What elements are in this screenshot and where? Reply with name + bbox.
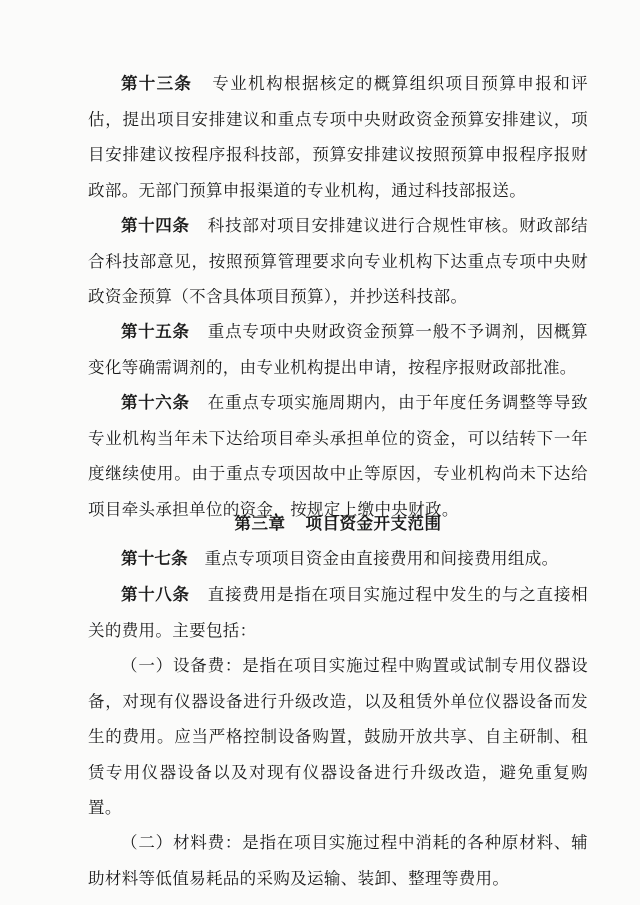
article-18 xyxy=(88,577,588,648)
article-18-text: 直接费用是指在项目实施过程中发生的与之直接相关的费用。主要包括： xyxy=(88,585,588,640)
article-15-number: 第十五条 xyxy=(121,322,190,341)
article-14-text: 科技部对项目安排建议进行合规性审核。财政部结合科技部意见，按照预算管理要求向专业机构下达重点专项中央财政资金预算（不含具体项目预算），并抄送科技部。 xyxy=(88,216,588,306)
article-16-number: 第十六条 xyxy=(121,393,190,412)
item-equipment-fee: （一）设备费：是指在项目实施过程中购置或试制专用仪器设备，对现有仪器设备进行升级改造，以及租赁外单位仪器设备而发生的费用。应当严格控制设备购置，鼓励开放共享、自主研制、租赁专用仪器设备以及对现有仪器设备进行升级改造，避免重复购置。 xyxy=(88,656,588,817)
article-13-text: 专业机构根据核定的概算组织项目预算申报和评估，提出项目安排建议和重点专项中央财政资金预算安排建议，项目安排建议按程序报科技部，预算安排建议按照预算申报程序报财政部。无部门预算申报渠道的专业机构，通过科技部报送。 xyxy=(88,74,588,200)
chapter-heading xyxy=(88,506,588,542)
article-17 xyxy=(88,541,588,577)
article-17-number: 第十七条 xyxy=(121,549,188,568)
article-15 xyxy=(88,314,588,385)
article-14 xyxy=(88,208,588,315)
article-13 xyxy=(88,66,588,208)
article-15-text: 重点专项中央财政资金预算一般不予调剂，因概算变化等确需调剂的，由专业机构提出申请，按程序报财政部批准。 xyxy=(88,322,588,377)
chapter-number: 第三章 xyxy=(234,514,286,533)
article-14-number: 第十四条 xyxy=(121,216,190,235)
article-17-text: 重点专项项目资金由直接费用和间接费用组成。 xyxy=(204,549,559,568)
article-16-text: 在重点专项实施周期内，由于年度任务调整等导致专业机构当年未下达给项目牵头承担单位的资金，可以结转下一年度继续使用。由于重点专项因故中止等原因，专业机构尚未下达给项目牵头承担单位的资金，按规定上缴中央财政。 xyxy=(88,393,588,519)
chapter-title: 项目资金开支范围 xyxy=(305,514,442,533)
article-18-number: 第十八条 xyxy=(121,585,190,604)
item-material-fee: （二）材料费：是指在项目实施过程中消耗的各种原材料、辅助材料等低值易耗品的采购及运输、装卸、整理等费用。 xyxy=(88,833,588,888)
article-13-number: 第十三条 xyxy=(121,74,193,93)
